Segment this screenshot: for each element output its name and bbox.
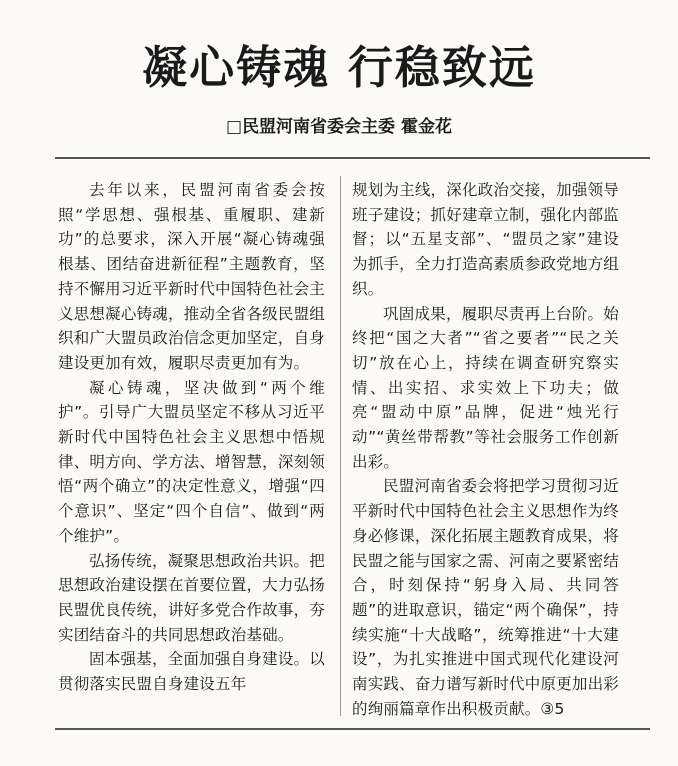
right-column <box>352 178 619 721</box>
byline-box-icon: □ <box>226 117 243 137</box>
top-rule <box>55 157 650 159</box>
byline <box>0 116 678 138</box>
paragraph: 弘扬传统，凝聚思想政治共识。把思想政治建设摆在首要位置，大力弘扬民盟优良传统，讲好多党合作故事，夯实团结奋斗的共同思想政治基础。 <box>58 551 325 644</box>
byline-author: 民盟河南省委会主委 霍金花 <box>242 117 452 137</box>
bottom-rule <box>55 728 650 730</box>
paragraph: 固本强基，全面加强自身建设。以贯彻落实民盟自身建设五年 <box>58 650 325 694</box>
column-separator <box>340 176 341 716</box>
paragraph: 去年以来，民盟河南省委会按照“学思想、强根基、重履职、建新功”的总要求，深入开展“凝心铸魂强根基、团结奋进新征程”主题教育，坚持不懈用习近平新时代中国特色社会主义思想凝心铸魂，推动全省各级民盟组织和广大盟员政治信念更加坚定，自身建设更加有效，履职尽责更加有为。 <box>58 181 325 372</box>
article-title: 凝心铸魂 行稳致远 <box>142 41 536 94</box>
paragraph: 巩固成果，履职尽责再上台阶。始终把“国之大者”“省之要者”“民之关切”放在心上，持续在调查研究察实情、出实招、求实效上下功夫；做亮“盟动中原”品牌，促进“烛光行动”“黄丝带帮教”等社会服务工作创新出彩。 <box>352 304 619 471</box>
paragraph-continued: 规划为主线，深化政治交接，加强领导班子建设；抓好建章立制，强化内部监督；以“五星支部”、“盟员之家”建设为抓手，全力打造高素质参政党地方组织。 <box>352 181 619 298</box>
paragraph: 民盟河南省委会将把学习贯彻习近平新时代中国特色社会主义思想作为终身必修课，深化拓展主题教育成果，将民盟之能与国家之需、河南之要紧密结合，时刻保持“躬身入局、共同答题”的进取意识，锚定“两个确保”，持续实施“十大战略”，统筹推进“十大建设”，为扎实推进中国式现代化建设河南实践、奋力谱写新时代中原更加出彩的绚丽篇章作出积极贡献。③5 <box>352 477 619 718</box>
left-column <box>58 178 325 697</box>
paragraph: 凝心铸魂，坚决做到“两个维护”。引导广大盟员坚定不移从习近平新时代中国特色社会主义思想中悟规律、明方向、学方法、增智慧，深刻领悟“两个确立”的决定性意义，增强“四个意识”、坚定“四个自信”、做到“两个维护”。 <box>58 378 325 545</box>
